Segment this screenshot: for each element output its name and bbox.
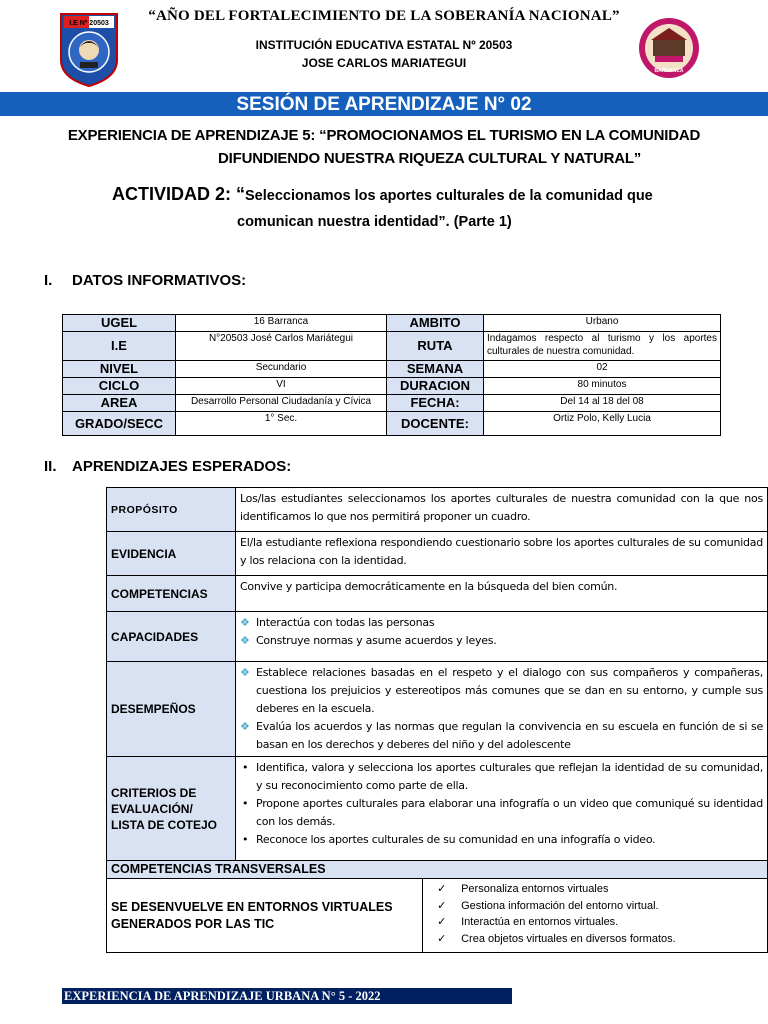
bullet-dot-icon: •	[242, 761, 249, 774]
capacidades-cell	[236, 612, 768, 662]
section-title: APRENDIZAJES ESPERADOS:	[72, 458, 292, 475]
list-item: ✓ Gestiona información del entorno virtual.	[427, 898, 763, 915]
ciclo-value: VI	[176, 378, 387, 395]
diamond-bullet-icon: ❖	[240, 616, 250, 629]
list-item: ❖ Interactúa con todas las personas	[240, 614, 763, 632]
section-datos-informativos	[44, 272, 246, 289]
competencias-text: Convive y participa democráticamente en la búsqueda del bien común.	[236, 576, 768, 612]
duracion-label: DURACION	[387, 378, 484, 395]
area-label: AREA	[63, 395, 176, 412]
list-item: • Identifica, valora y selecciona los aportes culturales que reflejan la identidad de su comunidad, y su reconocimiento como parte de ella.	[242, 761, 763, 792]
section-aprendizajes-esperados	[44, 458, 291, 475]
competencias-label: COMPETENCIAS	[107, 576, 236, 612]
session-title-bar: SESIÓN DE APRENDIZAJE N° 02	[0, 92, 768, 116]
tic-competency-label: SE DESENVUELVE EN ENTORNOS VIRTUALES GENERADOS POR LAS TIC	[107, 879, 423, 953]
docente-value: Ortiz Polo, Kelly Lucia	[484, 412, 721, 436]
grado-label: GRADO/SECC	[63, 412, 176, 436]
docente-label: DOCENTE:	[387, 412, 484, 436]
diamond-bullet-icon: ❖	[240, 720, 250, 733]
duracion-value: 80 minutos	[484, 378, 721, 395]
ruta-label: RUTA	[387, 332, 484, 361]
ambito-label: AMBITO	[387, 315, 484, 332]
proposito-label: PROPÓSITO	[107, 488, 236, 532]
criterios-cell	[236, 757, 768, 861]
fecha-label: FECHA:	[387, 395, 484, 412]
area-value: Desarrollo Personal Ciudadanía y Cívica	[176, 395, 387, 412]
nivel-label: NIVEL	[63, 361, 176, 378]
school-shield-logo	[58, 12, 120, 88]
section-title: DATOS INFORMATIVOS:	[72, 272, 247, 289]
desempenos-cell	[236, 662, 768, 757]
section-number: I.	[44, 272, 53, 289]
capacidades-list	[240, 614, 763, 650]
list-item: • Propone aportes culturales para elaborar una infografía o un video que comuniqué su identidad con los demás.	[242, 797, 763, 828]
competencias-transversales-header: COMPETENCIAS TRANSVERSALES	[107, 861, 768, 879]
school-name: JOSE CARLOS MARIATEGUI	[301, 56, 467, 70]
ciclo-label: CICLO	[63, 378, 176, 395]
ambito-value: Urbano	[484, 315, 721, 332]
proposito-text: Los/las estudiantes seleccionamos los aportes culturales de nuestra comunidad con la que nos identificamos lo que nos permitirá proponer un cuadro.	[236, 488, 768, 532]
barranca-emblem-logo	[632, 16, 706, 80]
checkmark-icon: ✓	[437, 932, 447, 945]
activity-label: ACTIVIDAD 2: “	[112, 184, 246, 204]
checkmark-icon: ✓	[437, 899, 447, 912]
datos-informativos-table	[62, 314, 721, 436]
tic-capacities-cell	[423, 879, 768, 953]
year-motto: “AÑO DEL FORTALECIMIENTO DE LA SOBERANÍA NACIONAL”	[148, 8, 620, 24]
bullet-dot-icon: •	[242, 833, 249, 846]
ugel-value: 16 Barranca	[176, 315, 387, 332]
section-number: II.	[44, 458, 57, 475]
semana-value: 02	[484, 361, 721, 378]
activity-line1: Seleccionamos los aportes culturales de la comunidad que	[245, 188, 653, 204]
logo-left-text: I.E Nº 20503	[69, 20, 109, 27]
capacidades-label: CAPACIDADES	[107, 612, 236, 662]
logo-right-text: BARRANCA	[654, 68, 684, 74]
activity-title-line2	[237, 210, 512, 231]
ugel-label: UGEL	[63, 315, 176, 332]
desempenos-label: DESEMPEÑOS	[107, 662, 236, 757]
footer-banner: EXPERIENCIA DE APRENDIZAJE URBANA N° 5 - 2022	[62, 988, 512, 1004]
list-item: ✓ Personaliza entornos virtuales	[427, 881, 763, 898]
semana-label: SEMANA	[387, 361, 484, 378]
list-item: ❖ Construye normas y asume acuerdos y leyes.	[240, 632, 763, 650]
checkmark-icon: ✓	[437, 916, 447, 928]
list-item: • Reconoce los aportes culturales de su comunidad en una infografía o video.	[240, 831, 763, 849]
aprendizajes-table	[106, 487, 768, 953]
grado-value: 1° Sec.	[176, 412, 387, 436]
criterios-label: CRITERIOS DE EVALUACIÓN/ LISTA DE COTEJO	[107, 757, 236, 861]
activity-line2: comunican nuestra identidad”. (Parte 1)	[237, 214, 512, 230]
diamond-bullet-icon: ❖	[240, 666, 250, 679]
institution-title: INSTITUCIÓN EDUCATIVA ESTATAL Nº 20503	[255, 38, 513, 52]
desempenos-list	[240, 664, 763, 754]
bullet-dot-icon: •	[242, 797, 249, 810]
diamond-bullet-icon: ❖	[240, 634, 250, 647]
nivel-value: Secundario	[176, 361, 387, 378]
activity-title	[112, 184, 653, 205]
list-item: ✓ Interactúa en entornos virtuales.	[427, 914, 763, 931]
tic-capacities-list	[427, 881, 763, 947]
checkmark-icon: ✓	[437, 883, 447, 895]
ie-label: I.E	[63, 332, 176, 361]
list-item: ❖ Establece relaciones basadas en el respeto y el dialogo con sus compañeros y compañeras, cuestiona los prejuicios y estereotipos más comunes que se dan en su entorno, y cumple sus deberes en la escuela.	[240, 666, 763, 715]
ruta-value: Indagamos respecto al turismo y los aportes culturales de nuestra comunidad.	[484, 332, 721, 361]
evidencia-label: EVIDENCIA	[107, 532, 236, 576]
list-item: ❖ Evalúa los acuerdos y las normas que regulan la convivencia en su escuela en función de si se basan en los derechos y deberes del niño y del adolescente	[240, 720, 763, 751]
experience-title-line1: EXPERIENCIA DE APRENDIZAJE 5: “PROMOCIONAMOS EL TURISMO EN LA COMUNIDAD	[67, 127, 701, 144]
criterios-list	[240, 759, 763, 849]
fecha-value: Del 14 al 18 del 08	[484, 395, 721, 412]
evidencia-text: El/la estudiante reflexiona respondiendo cuestionario sobre los aportes culturales de su comunidad y los relaciona con la identidad.	[236, 532, 768, 576]
ie-value: N°20503 José Carlos Mariátegui	[176, 332, 387, 361]
list-item: ✓ Crea objetos virtuales en diversos formatos.	[427, 931, 763, 948]
experience-title-line2: DIFUNDIENDO NUESTRA RIQUEZA CULTURAL Y NATURAL”	[218, 150, 642, 167]
